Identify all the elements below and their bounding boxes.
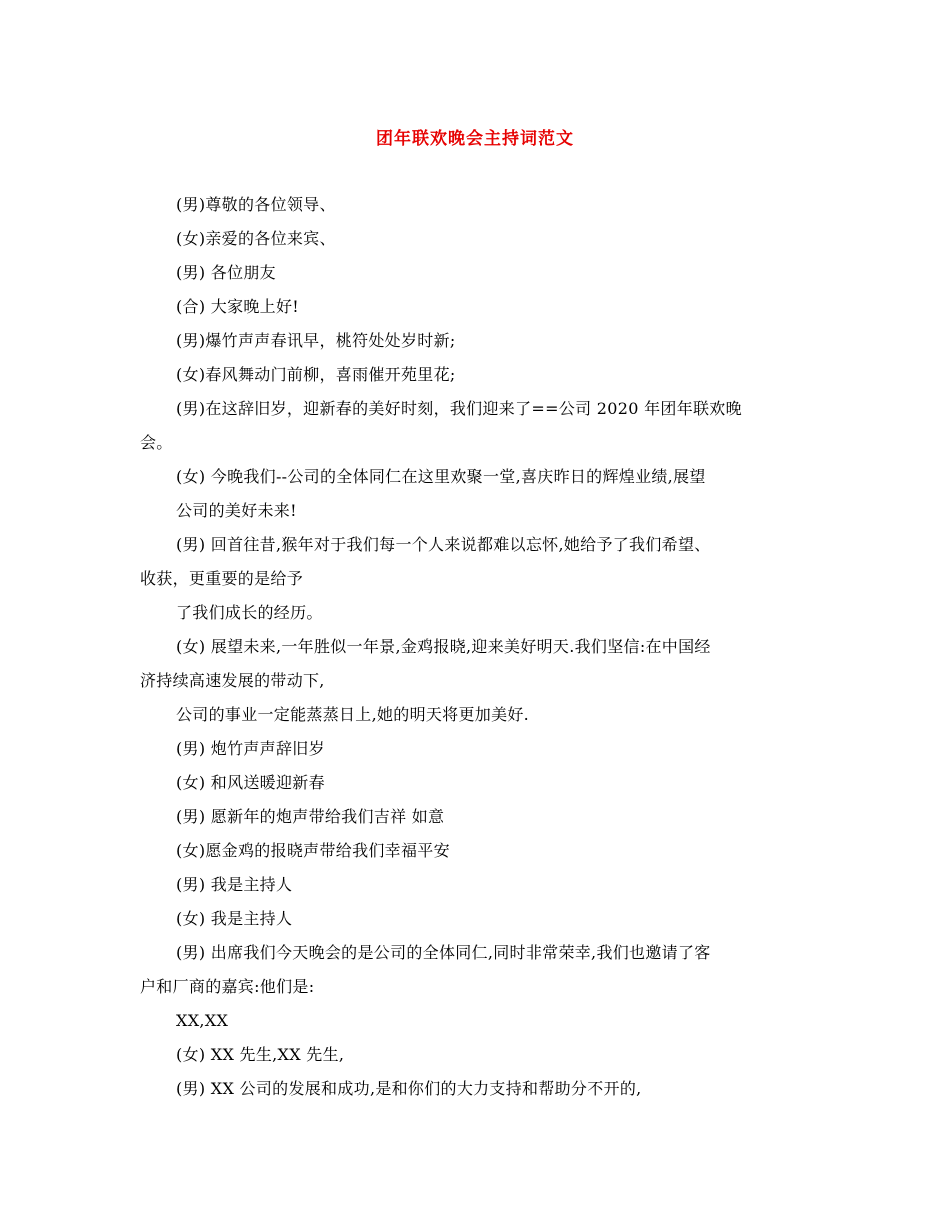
text-line: 公司的事业一定能蒸蒸日上,她的明天将更加美好. <box>176 705 530 724</box>
text-line: 公司的美好未来! <box>176 501 297 520</box>
text-line: (女) 我是主持人 <box>176 909 293 928</box>
text-line: (女)愿金鸡的报晓声带给我们幸福平安 <box>176 841 450 860</box>
text-line: 济持续高速发展的带动下, <box>140 671 325 690</box>
text-line: 收获，更重要的是给予 <box>140 569 304 588</box>
text-line: (合) 大家晚上好! <box>176 297 300 316</box>
text-line: (男) 各位朋友 <box>176 263 276 282</box>
document-title: 团年联欢晚会主持词范文 <box>376 129 574 149</box>
text-line: (男) 出席我们今天晚会的是公司的全体同仁,同时非常荣幸,我们也邀请了客 <box>176 943 711 962</box>
text-line: (女) 展望未来,一年胜似一年景,金鸡报晓,迎来美好明天.我们坚信:在中国经 <box>176 637 711 656</box>
text-line: (男) XX 公司的发展和成功,是和你们的大力支持和帮助分不开的, <box>176 1079 642 1098</box>
text-line: 户和厂商的嘉宾:他们是: <box>140 977 315 996</box>
text-line: (女)亲爱的各位来宾、 <box>176 229 336 248</box>
text-line: (男)爆竹声声春讯早，桃符处处岁时新; <box>176 331 456 350</box>
text-line: (男)在这辞旧岁，迎新春的美好时刻，我们迎来了==公司 2020 年团年联欢晚 <box>176 399 742 418</box>
text-line: (男) 我是主持人 <box>176 875 293 894</box>
text-line: (女)春风舞动门前柳，喜雨催开苑里花; <box>176 365 456 384</box>
text-line: XX,XX <box>176 1011 229 1030</box>
text-line: (男) 回首往昔,猴年对于我们每一个人来说都难以忘怀,她给予了我们希望、 <box>176 535 711 554</box>
text-line: (男) 炮竹声声辞旧岁 <box>176 739 325 758</box>
text-line: 会。 <box>140 433 173 452</box>
text-line: (女) XX 先生,XX 先生, <box>176 1045 345 1064</box>
text-line: 了我们成长的经历。 <box>176 603 323 622</box>
text-line: (男) 愿新年的炮声带给我们吉祥 如意 <box>176 807 445 826</box>
text-line: (女) 和风送暖迎新春 <box>176 773 325 792</box>
text-line: (女) 今晚我们--公司的全体同仁在这里欢聚一堂,喜庆昨日的辉煌业绩,展望 <box>176 467 706 486</box>
text-line: (男)尊敬的各位领导、 <box>176 195 336 214</box>
